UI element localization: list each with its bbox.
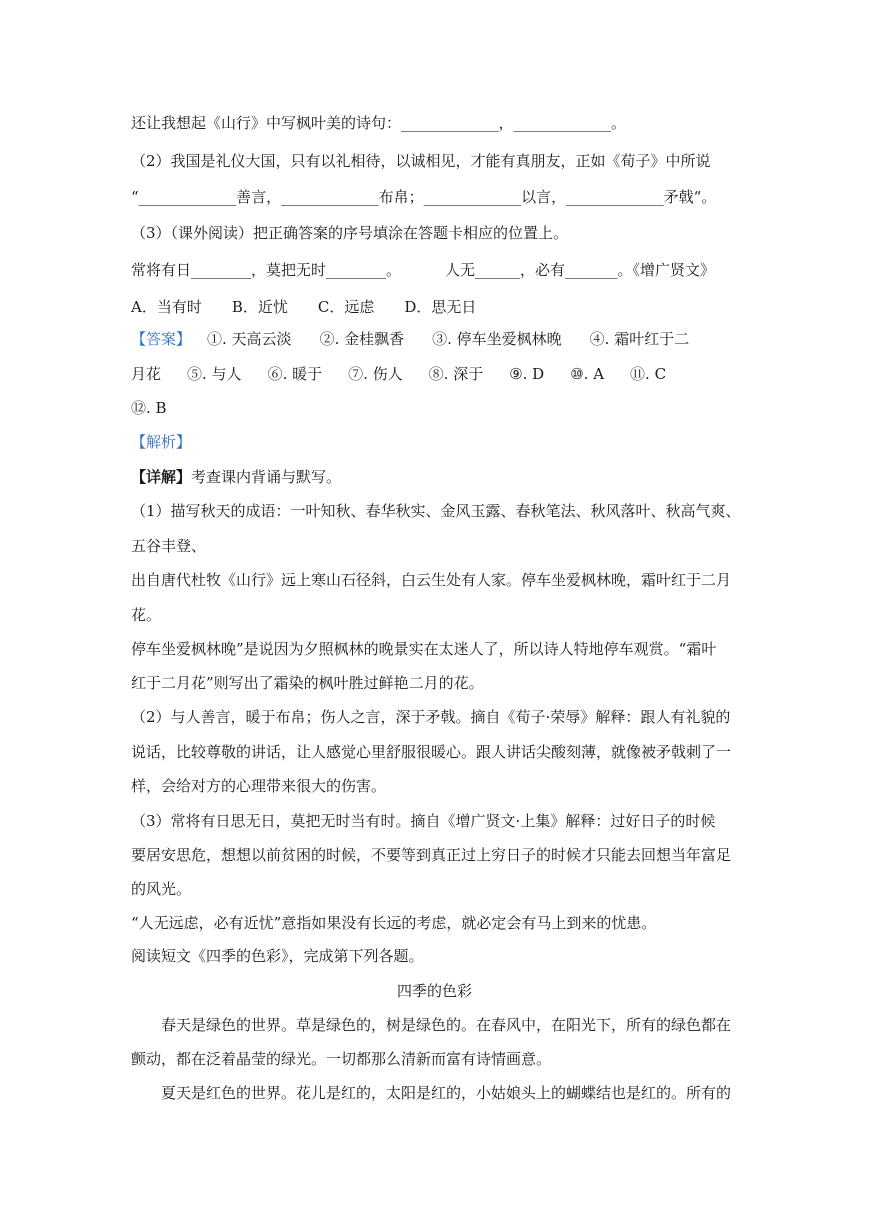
answer-item: ④. 霜叶红于二 [589, 330, 690, 348]
explanation-3-line: “人无远虑，必有近忧”意指如果没有长远的考虑，就必定会有马上到来的忧患。 [131, 914, 657, 932]
option-c: C．远虑 [317, 298, 375, 316]
answer-item: ⑨. D [509, 365, 545, 383]
essay-paragraph-line: 夏天是红色的世界。花儿是红的，太阳是红的，小姑娘头上的蝴蝶结也是红的。所有的 [161, 1084, 732, 1102]
answer-item: ⑧. 深于 [428, 365, 484, 383]
explanation-3-line: 要居安思危，想想以前贫困的时候，不要等到真正过上穷日子的时候才只能去回想当年富足 [131, 846, 732, 864]
answer-item: ⑩. A [570, 365, 605, 383]
explanation-1-line: （1）描写秋天的成语：一叶知秋、春华秋实、金风玉露、春秋笔法、秋风落叶、秋高气爽、 [131, 502, 741, 520]
answer-item: ⑥. 暖于 [267, 365, 323, 383]
fill-blank-a: 常将有日________，莫把无时________。 [131, 261, 402, 279]
answers-line-1 [131, 328, 689, 350]
explanation-1-line: 花。 [131, 606, 162, 624]
options-line [131, 296, 476, 318]
question-shanxing-line: 还让我想起《山行》中写枫叶美的诗句：_____________，_____________。 [131, 114, 627, 132]
analysis-label: 【解析】 [131, 433, 192, 451]
essay-title: 四季的色彩 [396, 982, 472, 1000]
fill-blank-b: 人无______，必有_______。《增广贤文》 [445, 261, 716, 279]
answer-item: 月花 [131, 365, 162, 383]
detail-text: 考查课内背诵与默写。 [191, 468, 342, 486]
detail-line [131, 466, 341, 488]
essay-paragraph-line: 春天是绿色的世界。草是绿色的，树是绿色的。在春风中，在阳光下，所有的绿色都在 [161, 1016, 732, 1034]
explanation-1-line: 停车坐爱枫林晚”是说因为夕照枫林的晚景实在太迷人了，所以诗人特地停车观赏。“霜叶 [131, 640, 717, 658]
question-3-fill-line [131, 259, 715, 281]
question-3-intro: （3）（课外阅读）把正确答案的序号填涂在答题卡相应的位置上。 [131, 224, 569, 242]
detail-label: 【详解】 [131, 468, 192, 486]
explanation-2-line: 说话，比较尊敬的讲话，让人感觉心里舒服很暖心。跟人讲话尖酸刻薄，就像被矛戟刺了一 [131, 743, 732, 761]
answer-item: ①. 天高云淡 [207, 330, 292, 348]
answer-item: ③. 停车坐爱枫林晚 [432, 330, 562, 348]
explanation-3-line: （3）常将有日思无日，莫把无时当有时。摘自《增广贤文·上集》解释：过好日子的时候 [131, 812, 716, 830]
answer-label: 【答案】 [131, 330, 192, 348]
explanation-1-line: 五谷丰登、 [131, 537, 207, 555]
answers-line-3: ⑫. B [131, 399, 167, 417]
answer-item: ⑦. 伤人 [348, 365, 403, 383]
explanation-2-line: （2）与人善言，暖于布帛；伤人之言，深于矛戟。摘自《荀子·荣辱》解释：跟人有礼貌的 [131, 708, 731, 726]
explanation-2-line: 样，会给对方的心理带来很大的伤害。 [131, 777, 387, 795]
option-a: A．当有时 [131, 298, 202, 316]
question-2-intro: （2）我国是礼仪大国，只有以礼相待，以诚相见，才能有真朋友，正如《荀子》中所说 [131, 152, 711, 170]
answer-item: ⑪. C [630, 365, 667, 383]
explanation-1-line: 出自唐代杜牧《山行》远上寒山石径斜，白云生处有人家。停车坐爱枫林晚，霜叶红于二月 [131, 571, 732, 589]
option-d: D．思无日 [404, 298, 477, 316]
explanation-3-line: 的风光。 [131, 880, 192, 898]
reading-intro: 阅读短文《四季的色彩》，完成第下列各题。 [131, 947, 424, 965]
answer-item: ②. 金桂飘香 [319, 330, 405, 348]
explanation-1-line: 红于二月花”则写出了霜染的枫叶胜过鲜艳二月的花。 [131, 674, 484, 692]
essay-paragraph-line: 颤动，都在泛着晶莹的绿光。一切都那么清新而富有诗情画意。 [131, 1050, 552, 1068]
answers-line-2 [131, 363, 666, 385]
answer-item: ⑤. 与人 [187, 365, 242, 383]
question-2-blanks: “_____________善言，_____________布帛；_____________以言，_____________矛戟“。 [131, 188, 717, 206]
option-b: B．近忧 [231, 298, 288, 316]
